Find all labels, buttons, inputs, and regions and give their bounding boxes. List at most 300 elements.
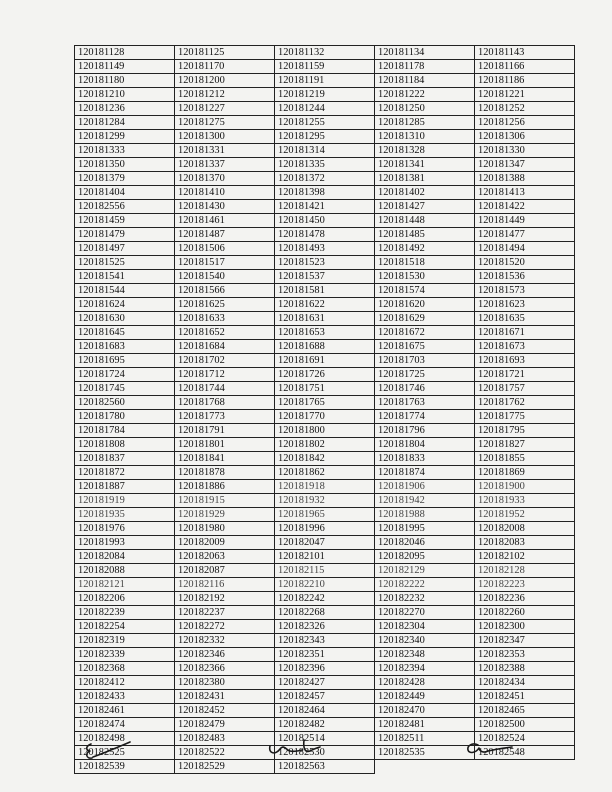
roll-number-cell: 120181929 <box>175 508 275 522</box>
roll-number-cell: 120181448 <box>375 214 475 228</box>
roll-number-cell: 120181900 <box>475 480 575 494</box>
table-row <box>75 438 575 452</box>
roll-number-cell: 120182366 <box>175 662 275 676</box>
table-row <box>75 326 575 340</box>
roll-number-cell: 120181537 <box>275 270 375 284</box>
table-row <box>75 522 575 536</box>
roll-number-cell: 120181688 <box>275 340 375 354</box>
roll-number-cell: 120182260 <box>475 606 575 620</box>
roll-number-cell: 120182236 <box>475 592 575 606</box>
roll-number-cell: 120182464 <box>275 704 375 718</box>
roll-number-cell: 120182524 <box>475 732 575 746</box>
roll-number-cell: 120181802 <box>275 438 375 452</box>
roll-number-cell: 120181683 <box>75 340 175 354</box>
roll-number-cell: 120181855 <box>475 452 575 466</box>
roll-number-cell: 120181449 <box>475 214 575 228</box>
roll-number-cell: 120182047 <box>275 536 375 550</box>
roll-number-cell: 120182210 <box>275 578 375 592</box>
roll-number-cell: 120181721 <box>475 368 575 382</box>
roll-number-cell: 120181430 <box>175 200 275 214</box>
roll-number-cell: 120181410 <box>175 186 275 200</box>
roll-number-cell: 120181306 <box>475 130 575 144</box>
roll-number-cell: 120181341 <box>375 158 475 172</box>
table-row <box>75 256 575 270</box>
roll-number-cell: 120181763 <box>375 396 475 410</box>
roll-number-cell: 120181132 <box>275 46 375 60</box>
roll-number-cell: 120181530 <box>375 270 475 284</box>
roll-number-cell: 120182522 <box>175 746 275 760</box>
roll-number-cell: 120181765 <box>275 396 375 410</box>
roll-number-cell: 120182095 <box>375 550 475 564</box>
roll-number-cell: 120181506 <box>175 242 275 256</box>
roll-number-cell: 120182481 <box>375 718 475 732</box>
empty-cell <box>475 760 575 774</box>
table-row <box>75 424 575 438</box>
roll-number-cell: 120181497 <box>75 242 175 256</box>
table-row <box>75 158 575 172</box>
roll-number-cell: 120182232 <box>375 592 475 606</box>
roll-number-cell: 120182239 <box>75 606 175 620</box>
roll-number-cell: 120181222 <box>375 88 475 102</box>
roll-number-cell: 120181372 <box>275 172 375 186</box>
roll-number-cell: 120182046 <box>375 536 475 550</box>
empty-cell <box>375 760 475 774</box>
roll-number-cell: 120182009 <box>175 536 275 550</box>
roll-number-cell: 120181919 <box>75 494 175 508</box>
roll-number-cell: 120181227 <box>175 102 275 116</box>
roll-number-cell: 120181427 <box>375 200 475 214</box>
roll-number-cell: 120182319 <box>75 634 175 648</box>
roll-number-cell: 120182530 <box>275 746 375 760</box>
roll-number-cell: 120181906 <box>375 480 475 494</box>
table-row <box>75 172 575 186</box>
roll-number-cell: 120182272 <box>175 620 275 634</box>
roll-number-cell: 120181691 <box>275 354 375 368</box>
roll-number-cell: 120181517 <box>175 256 275 270</box>
roll-number-cell: 120181827 <box>475 438 575 452</box>
roll-number-cell: 120181285 <box>375 116 475 130</box>
table-row <box>75 592 575 606</box>
roll-number-cell: 120182084 <box>75 550 175 564</box>
roll-number-cell: 120181976 <box>75 522 175 536</box>
roll-number-cell: 120181774 <box>375 410 475 424</box>
roll-number-cell: 120181622 <box>275 298 375 312</box>
roll-number-cell: 120181744 <box>175 382 275 396</box>
roll-number-cell: 120181236 <box>75 102 175 116</box>
roll-number-cell: 120182343 <box>275 634 375 648</box>
roll-number-cell: 120181333 <box>75 144 175 158</box>
roll-number-cell: 120182083 <box>475 536 575 550</box>
roll-number-cell: 120181347 <box>475 158 575 172</box>
roll-number-cell: 120182304 <box>375 620 475 634</box>
table-row <box>75 704 575 718</box>
roll-number-cell: 120182326 <box>275 620 375 634</box>
roll-number-cell: 120181350 <box>75 158 175 172</box>
roll-number-cell: 120182339 <box>75 648 175 662</box>
roll-number-cell: 120182483 <box>175 732 275 746</box>
roll-number-cell: 120181745 <box>75 382 175 396</box>
roll-number-cell: 120181149 <box>75 60 175 74</box>
roll-number-cell: 120182511 <box>375 732 475 746</box>
roll-number-cell: 120181915 <box>175 494 275 508</box>
table-row <box>75 494 575 508</box>
roll-number-cell: 120181178 <box>375 60 475 74</box>
roll-number-cell: 120181477 <box>475 228 575 242</box>
roll-number-cell: 120181965 <box>275 508 375 522</box>
roll-number-cell: 120182129 <box>375 564 475 578</box>
roll-number-cell: 120181757 <box>475 382 575 396</box>
roll-number-cell: 120181422 <box>475 200 575 214</box>
roll-number-cell: 120181693 <box>475 354 575 368</box>
table-row <box>75 578 575 592</box>
roll-number-cell: 120181724 <box>75 368 175 382</box>
roll-number-cell: 120181244 <box>275 102 375 116</box>
roll-number-cell: 120182101 <box>275 550 375 564</box>
roll-number-cell: 120181878 <box>175 466 275 480</box>
roll-number-cell: 120181525 <box>75 256 175 270</box>
table-row <box>75 564 575 578</box>
roll-number-cell: 120181768 <box>175 396 275 410</box>
roll-number-cell: 120181988 <box>375 508 475 522</box>
roll-number-cell: 120181633 <box>175 312 275 326</box>
roll-number-cell: 120181918 <box>275 480 375 494</box>
roll-number-cell: 120182300 <box>475 620 575 634</box>
roll-number-cell: 120182431 <box>175 690 275 704</box>
roll-number-cell: 120181629 <box>375 312 475 326</box>
roll-number-cell: 120181841 <box>175 452 275 466</box>
roll-number-cell: 120182348 <box>375 648 475 662</box>
roll-number-cell: 120181125 <box>175 46 275 60</box>
roll-number-cell: 120181134 <box>375 46 475 60</box>
roll-number-cell: 120182368 <box>75 662 175 676</box>
roll-number-cell: 120182254 <box>75 620 175 634</box>
roll-number-cell: 120181702 <box>175 354 275 368</box>
roll-number-cell: 120182351 <box>275 648 375 662</box>
table-row <box>75 466 575 480</box>
roll-number-cell: 120181536 <box>475 270 575 284</box>
roll-number-cell: 120182451 <box>475 690 575 704</box>
roll-number-cell: 120181695 <box>75 354 175 368</box>
roll-number-cell: 120181379 <box>75 172 175 186</box>
roll-number-cell: 120182470 <box>375 704 475 718</box>
roll-number-cell: 120182396 <box>275 662 375 676</box>
roll-number-cell: 120181800 <box>275 424 375 438</box>
table-row <box>75 480 575 494</box>
roll-number-cell: 120181675 <box>375 340 475 354</box>
roll-number-cell: 120182465 <box>475 704 575 718</box>
table-row <box>75 144 575 158</box>
table-row <box>75 620 575 634</box>
roll-number-cell: 120182434 <box>475 676 575 690</box>
table-row <box>75 396 575 410</box>
table-row <box>75 312 575 326</box>
table-row <box>75 228 575 242</box>
roll-number-cell: 120182479 <box>175 718 275 732</box>
table-row <box>75 116 575 130</box>
signature-left <box>82 738 138 766</box>
table-row <box>75 718 575 732</box>
roll-number-cell: 120181801 <box>175 438 275 452</box>
roll-number-cell: 120182548 <box>475 746 575 760</box>
roll-number-cell: 120181566 <box>175 284 275 298</box>
roll-number-cell: 120181421 <box>275 200 375 214</box>
roll-number-cell: 120181652 <box>175 326 275 340</box>
roll-number-cell: 120182223 <box>475 578 575 592</box>
roll-number-cell: 120182102 <box>475 550 575 564</box>
table-row <box>75 242 575 256</box>
roll-number-cell: 120181413 <box>475 186 575 200</box>
roll-number-cell: 120181804 <box>375 438 475 452</box>
roll-number-cell: 120181388 <box>475 172 575 186</box>
roll-number-cell: 120181762 <box>475 396 575 410</box>
roll-number-cell: 120181252 <box>475 102 575 116</box>
roll-number-cell: 120182525 <box>75 746 175 760</box>
table-row <box>75 634 575 648</box>
roll-number-cell: 120181404 <box>75 186 175 200</box>
roll-number-cell: 120182346 <box>175 648 275 662</box>
roll-number-cell: 120181541 <box>75 270 175 284</box>
table-row <box>75 676 575 690</box>
roll-number-cell: 120181170 <box>175 60 275 74</box>
table-row <box>75 536 575 550</box>
roll-number-cell: 120182427 <box>275 676 375 690</box>
roll-number-cell: 120181310 <box>375 130 475 144</box>
table-row <box>75 648 575 662</box>
roll-number-cell: 120181672 <box>375 326 475 340</box>
roll-number-cell: 120181186 <box>475 74 575 88</box>
signature-right <box>460 734 516 758</box>
roll-number-cell: 120182556 <box>75 200 175 214</box>
roll-number-cell: 120181284 <box>75 116 175 130</box>
roll-number-cell: 120181523 <box>275 256 375 270</box>
roll-number-cell: 120182529 <box>175 760 275 774</box>
roll-number-cell: 120182008 <box>475 522 575 536</box>
signature-middle <box>266 736 326 762</box>
roll-number-cell: 120181256 <box>475 116 575 130</box>
table-row <box>75 186 575 200</box>
roll-number-cell: 120181299 <box>75 130 175 144</box>
table-row <box>75 382 575 396</box>
roll-number-cell: 120182560 <box>75 396 175 410</box>
roll-number-cell: 120182500 <box>475 718 575 732</box>
roll-number-cell: 120181623 <box>475 298 575 312</box>
roll-number-cell: 120182514 <box>275 732 375 746</box>
roll-number-cell: 120181631 <box>275 312 375 326</box>
roll-number-cell: 120181780 <box>75 410 175 424</box>
roll-number-cell: 120182461 <box>75 704 175 718</box>
roll-number-cell: 120181574 <box>375 284 475 298</box>
roll-number-cell: 120181219 <box>275 88 375 102</box>
roll-number-cell: 120181200 <box>175 74 275 88</box>
roll-number-cell: 120181184 <box>375 74 475 88</box>
roll-number-cell: 120181581 <box>275 284 375 298</box>
roll-number-cell: 120181995 <box>375 522 475 536</box>
roll-number-cell: 120181726 <box>275 368 375 382</box>
roll-number-cell: 120181381 <box>375 172 475 186</box>
roll-number-cell: 120182242 <box>275 592 375 606</box>
roll-number-cell: 120181833 <box>375 452 475 466</box>
table-row <box>75 368 575 382</box>
roll-number-cell: 120181872 <box>75 466 175 480</box>
roll-number-cell: 120182452 <box>175 704 275 718</box>
roll-number-cell: 120182535 <box>375 746 475 760</box>
roll-number-cell: 120181746 <box>375 382 475 396</box>
roll-number-cell: 120181791 <box>175 424 275 438</box>
roll-number-cell: 120181796 <box>375 424 475 438</box>
roll-number-cell: 120181143 <box>475 46 575 60</box>
roll-number-cell: 120182222 <box>375 578 475 592</box>
roll-number-cell: 120181932 <box>275 494 375 508</box>
roll-number-cell: 120181837 <box>75 452 175 466</box>
roll-number-cell: 120181191 <box>275 74 375 88</box>
roll-number-cell: 120181703 <box>375 354 475 368</box>
table-row <box>75 452 575 466</box>
roll-number-cell: 120181314 <box>275 144 375 158</box>
roll-number-cell: 120181935 <box>75 508 175 522</box>
roll-number-cell: 120181540 <box>175 270 275 284</box>
roll-number-cell: 120181330 <box>475 144 575 158</box>
table-body <box>75 46 575 774</box>
table-row <box>75 340 575 354</box>
roll-number-cell: 120182270 <box>375 606 475 620</box>
table-row <box>75 46 575 60</box>
roll-number-cell: 120181653 <box>275 326 375 340</box>
roll-number-cell: 120181635 <box>475 312 575 326</box>
roll-number-cell: 120181625 <box>175 298 275 312</box>
table-row <box>75 270 575 284</box>
table-row <box>75 662 575 676</box>
roll-number-cell: 120181479 <box>75 228 175 242</box>
roll-number-cell: 120181478 <box>275 228 375 242</box>
roll-number-cell: 120181684 <box>175 340 275 354</box>
roll-number-cell: 120182206 <box>75 592 175 606</box>
table-row <box>75 102 575 116</box>
roll-number-cell: 120181784 <box>75 424 175 438</box>
roll-number-cell: 120182380 <box>175 676 275 690</box>
roll-number-cell: 120182388 <box>475 662 575 676</box>
roll-number-cell: 120181494 <box>475 242 575 256</box>
roll-number-cell: 120182457 <box>275 690 375 704</box>
roll-number-cell: 120181295 <box>275 130 375 144</box>
roll-number-cell: 120181402 <box>375 186 475 200</box>
roll-number-cell: 120181518 <box>375 256 475 270</box>
roll-number-cell: 120182192 <box>175 592 275 606</box>
roll-number-cell: 120181212 <box>175 88 275 102</box>
roll-number-cell: 120181221 <box>475 88 575 102</box>
roll-number-cell: 120181630 <box>75 312 175 326</box>
roll-number-cell: 120181624 <box>75 298 175 312</box>
roll-number-cell: 120181166 <box>475 60 575 74</box>
roll-number-cell: 120181370 <box>175 172 275 186</box>
roll-number-cell: 120181180 <box>75 74 175 88</box>
roll-number-cell: 120182353 <box>475 648 575 662</box>
roll-number-cell: 120182428 <box>375 676 475 690</box>
table-row <box>75 354 575 368</box>
roll-number-cell: 120181886 <box>175 480 275 494</box>
roll-number-cell: 120181980 <box>175 522 275 536</box>
roll-number-cell: 120182482 <box>275 718 375 732</box>
roll-number-cell: 120181712 <box>175 368 275 382</box>
roll-number-cell: 120181874 <box>375 466 475 480</box>
table-row <box>75 508 575 522</box>
roll-number-cell: 120182474 <box>75 718 175 732</box>
roll-number-cell: 120181331 <box>175 144 275 158</box>
roll-number-cell: 120181300 <box>175 130 275 144</box>
roll-number-cell: 120181933 <box>475 494 575 508</box>
table-row <box>75 284 575 298</box>
roll-number-cell: 120181773 <box>175 410 275 424</box>
roll-number-cell: 120182340 <box>375 634 475 648</box>
table-row <box>75 200 575 214</box>
roll-number-cell: 120181337 <box>175 158 275 172</box>
roll-number-cell: 120181520 <box>475 256 575 270</box>
roll-number-cell: 120182449 <box>375 690 475 704</box>
table-row <box>75 410 575 424</box>
roll-number-cell: 120182116 <box>175 578 275 592</box>
table-row <box>75 130 575 144</box>
roll-number-cell: 120181210 <box>75 88 175 102</box>
table-row <box>75 606 575 620</box>
roll-number-cell: 120182332 <box>175 634 275 648</box>
roll-number-cell: 120182087 <box>175 564 275 578</box>
roll-number-cell: 120182539 <box>75 760 175 774</box>
roll-number-cell: 120181673 <box>475 340 575 354</box>
roll-number-cell: 120182128 <box>475 564 575 578</box>
roll-number-cell: 120182433 <box>75 690 175 704</box>
roll-number-cell: 120181328 <box>375 144 475 158</box>
roll-number-cell: 120181450 <box>275 214 375 228</box>
roll-number-cell: 120182237 <box>175 606 275 620</box>
roll-number-cell: 120182498 <box>75 732 175 746</box>
table-row <box>75 298 575 312</box>
roll-number-cell: 120182088 <box>75 564 175 578</box>
table-row <box>75 550 575 564</box>
roll-number-cell: 120181751 <box>275 382 375 396</box>
roll-number-cell: 120181952 <box>475 508 575 522</box>
roll-number-cell: 120181573 <box>475 284 575 298</box>
table-row <box>75 60 575 74</box>
roll-number-cell: 120181492 <box>375 242 475 256</box>
roll-number-cell: 120182268 <box>275 606 375 620</box>
roll-number-cell: 120181770 <box>275 410 375 424</box>
roll-number-cell: 120181671 <box>475 326 575 340</box>
roll-number-cell: 120182121 <box>75 578 175 592</box>
roll-number-cell: 120181493 <box>275 242 375 256</box>
roll-number-cell: 120182394 <box>375 662 475 676</box>
roll-number-cell: 120181869 <box>475 466 575 480</box>
roll-number-cell: 120181128 <box>75 46 175 60</box>
table-row <box>75 88 575 102</box>
roll-number-cell: 120182347 <box>475 634 575 648</box>
roll-number-cell: 120181775 <box>475 410 575 424</box>
roll-number-cell: 120182063 <box>175 550 275 564</box>
roll-number-cell: 120181842 <box>275 452 375 466</box>
table-row <box>75 690 575 704</box>
roll-number-cell: 120182412 <box>75 676 175 690</box>
roll-number-cell: 120181620 <box>375 298 475 312</box>
roll-number-cell: 120181255 <box>275 116 375 130</box>
table-row <box>75 74 575 88</box>
roll-number-cell: 120181795 <box>475 424 575 438</box>
table-row <box>75 214 575 228</box>
roll-number-cell: 120181725 <box>375 368 475 382</box>
roll-number-cell: 120181993 <box>75 536 175 550</box>
roll-number-cell: 120181459 <box>75 214 175 228</box>
roll-number-cell: 120181942 <box>375 494 475 508</box>
roll-number-cell: 120181544 <box>75 284 175 298</box>
roll-number-cell: 120181159 <box>275 60 375 74</box>
roll-number-cell: 120181887 <box>75 480 175 494</box>
